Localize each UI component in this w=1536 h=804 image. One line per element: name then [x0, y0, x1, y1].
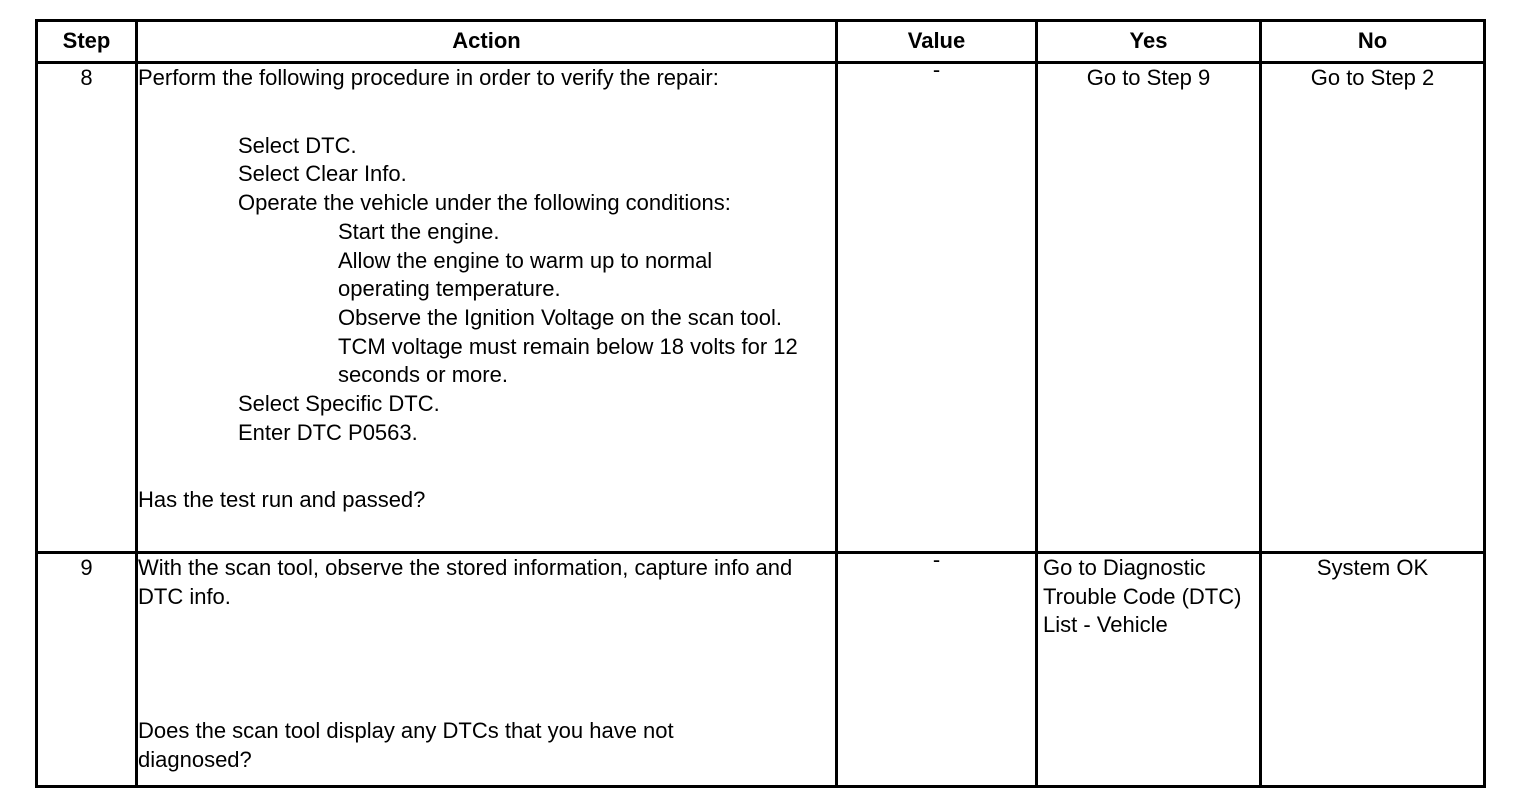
yes-cell — [1037, 553, 1261, 787]
action-cell — [137, 553, 837, 787]
procedure-step: Select DTC. — [238, 132, 357, 158]
yes-cell: Go to Step 9 — [1037, 63, 1261, 553]
value-cell — [837, 547, 1037, 787]
action-intro: With the scan tool, observe the stored information, capture info and DTC info. — [138, 555, 793, 609]
action-question: Does the scan tool display any DTCs that you have not diagnosed? — [138, 718, 674, 773]
header-action: Action — [137, 21, 837, 63]
value-cell — [837, 57, 1037, 553]
yes-link-text: Go to Diagnostic Trouble Code (DTC) List - Vehicle — [1043, 555, 1242, 638]
header-yes: Yes — [1037, 21, 1261, 63]
header-row — [37, 21, 1485, 63]
no-cell: System OK — [1261, 553, 1485, 787]
table-row-step-9 — [37, 553, 1485, 787]
procedure-step: Select Clear Info. — [238, 161, 407, 187]
header-value: Value — [837, 21, 1037, 63]
procedure-step: Enter DTC P0563. — [238, 419, 418, 445]
value-text: - — [932, 547, 941, 572]
header-no: No — [1261, 21, 1485, 63]
action-intro: Perform the following procedure in order to verify the repair: — [138, 65, 719, 90]
value-text: - — [932, 57, 941, 82]
table-row-step-8 — [37, 63, 1485, 553]
action-cell — [137, 63, 837, 553]
procedure-substep: Start the engine. — [338, 218, 500, 244]
procedure-substep: Observe the Ignition Voltage on the scan tool. — [338, 304, 782, 330]
action-question: Has the test run and passed? — [138, 487, 426, 513]
procedure-step: Select Specific DTC. — [238, 391, 440, 417]
step-number: 9 — [37, 553, 137, 787]
procedure-substep: TCM voltage must remain below 18 volts for 12 seconds or more. — [338, 333, 798, 388]
step-number: 8 — [37, 63, 137, 553]
header-step: Step — [37, 21, 137, 63]
diagnostic-table — [35, 19, 1486, 788]
procedure-step: Operate the vehicle under the following conditions: — [238, 190, 731, 216]
no-cell: Go to Step 2 — [1261, 63, 1485, 553]
procedure-substep: Allow the engine to warm up to normal operating temperature. — [338, 247, 713, 302]
